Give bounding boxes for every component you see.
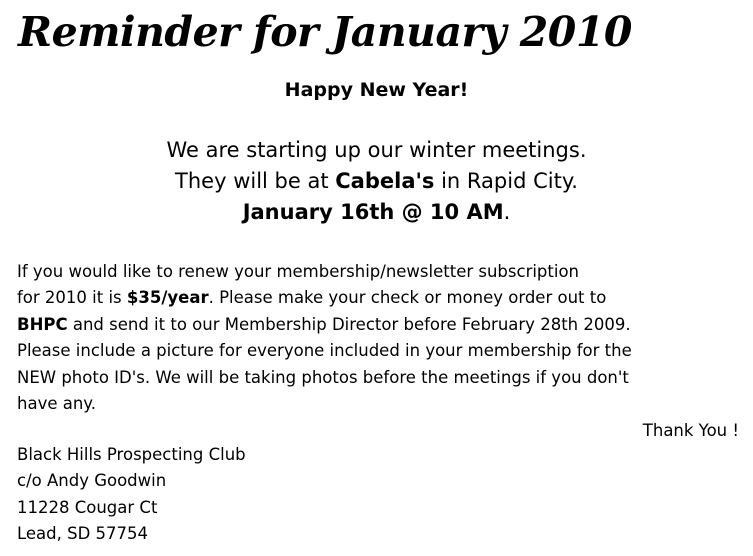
meeting-line-3-end: .: [503, 200, 511, 224]
membership-price: $35/year: [126, 288, 209, 308]
renewal-line-6: have any.: [17, 394, 96, 414]
club-abbreviation: BHPC: [17, 314, 68, 334]
meeting-line-2-end: in Rapid City.: [434, 169, 578, 193]
meeting-location: Cabela's: [335, 169, 435, 193]
meeting-line-1: We are starting up our winter meetings.: [166, 138, 587, 162]
address-city: Lead, SD 57754: [17, 524, 149, 544]
meeting-line-3: [0, 197, 753, 228]
meeting-date-time: January 16th @ 10 AM: [242, 200, 504, 224]
meeting-announcement: [0, 135, 753, 228]
meeting-line-2-text: They will be at: [175, 169, 336, 193]
thank-you-note: Thank You !: [642, 421, 739, 440]
renewal-line-4: Please include a picture for everyone included in your membership for the: [17, 341, 632, 361]
renewal-line-3: [17, 312, 742, 338]
meeting-line-2: [0, 166, 753, 197]
renewal-line-2: [17, 285, 742, 311]
document-title: Reminder for January 2010: [18, 8, 632, 56]
renewal-line-2-end: . Please make your check or money order out to: [208, 288, 607, 308]
mailing-address: [17, 442, 246, 548]
renewal-line-2-text: for 2010 it is: [17, 288, 127, 308]
renewal-line-5: NEW photo ID's. We will be taking photos before the meetings if you don't: [17, 367, 629, 387]
address-care-of: c/o Andy Goodwin: [17, 471, 167, 491]
address-name: Black Hills Prospecting Club: [17, 445, 246, 464]
greeting-heading: Happy New Year!: [284, 79, 469, 101]
renewal-paragraph: [17, 259, 742, 417]
renewal-line-3-end: and send it to our Membership Director before February 28th 2009.: [67, 314, 631, 334]
renewal-line-1: If you would like to renew your membership/newsletter subscription: [17, 262, 580, 281]
address-street: 11228 Cougar Ct: [17, 497, 158, 517]
